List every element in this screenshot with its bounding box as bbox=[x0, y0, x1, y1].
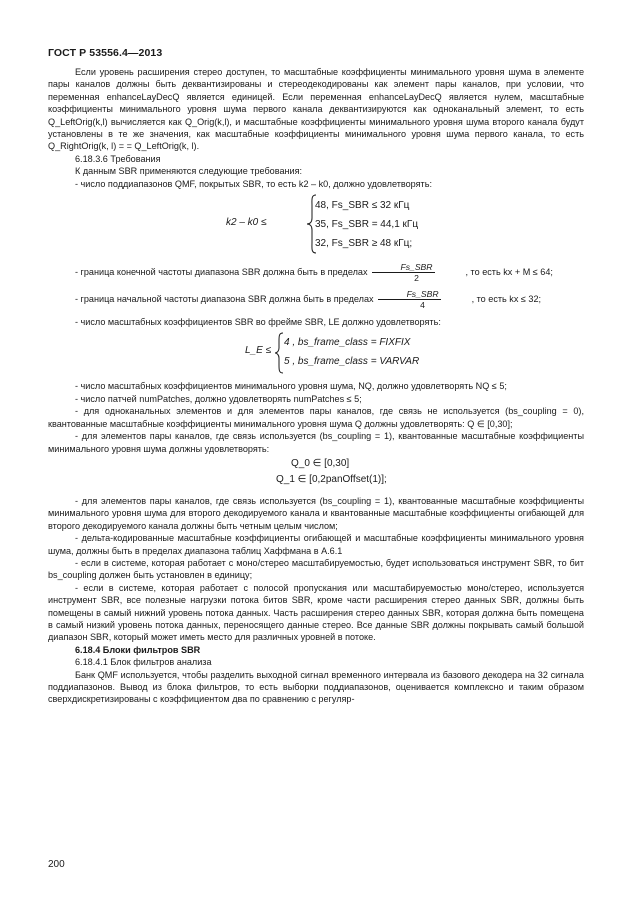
requirement-text: - граница начальной частоты диапазона SBR должна быть в пределах bbox=[75, 294, 374, 305]
requirement-coupling: - для элементов пары каналов, где связь используется (bs_coupling = 1), квантованные масштабные коэффициенты минимального уровня шума должны удовлетворять: bbox=[48, 431, 584, 454]
requirement-noise-count: - число масштабных коэффициентов минимального уровня шума, NQ, должно удовлетворять NQ ≤ 5; bbox=[75, 381, 507, 392]
formula-q0: Q_0 ∈ [0,30] bbox=[291, 457, 350, 469]
fraction-numerator: Fs_SBR bbox=[378, 289, 441, 300]
requirements-intro: К данным SBR применяются следующие требования: bbox=[75, 166, 303, 177]
page-header: ГОСТ Р 53556.4—2013 bbox=[48, 47, 163, 59]
document-body bbox=[48, 66, 584, 706]
requirement-scalefactors: - число масштабных коэффициентов SBR во фрейме SBR, LE должно удовлетворять: bbox=[75, 317, 441, 328]
formula-q1: Q_1 ∈ [0,2panOffset(1)]; bbox=[276, 473, 387, 485]
paragraph-text: Если уровень расширения стерео доступен, то масштабные коэффициенты минимального уровня шума в элементе пары каналов должны быть деквантизированы и стереодекодированы как элемент пары каналов, при условии, что переменная enhanceLayDecQ является единицей. Если переменная enhanceLayDecQ является нулем, масштабные коэффициенты минимального уровня шума первого канала деквантизируются как одноканальный элемент, то есть Q_LeftOrig(k,l) вычисляется как Q_Orig(k,l), и масштабные коэффициенты минимального уровня шума второго канала будут установлены в те же значения, как масштабные коэффициенты минимального уровня шума первого канала, то есть Q_RightOrig(k, l) = = Q_LeftOrig(k, l). bbox=[48, 67, 584, 152]
fraction-denominator: 4 bbox=[420, 300, 425, 311]
formula-q bbox=[48, 458, 584, 492]
page-number: 200 bbox=[48, 859, 65, 870]
fraction bbox=[378, 289, 441, 310]
case-row: 4 , bs_frame_class = FIXFIX bbox=[284, 337, 411, 349]
formula-le bbox=[48, 332, 584, 376]
case-row: 35, Fs_SBR = 44,1 кГц bbox=[315, 219, 419, 231]
paragraph-qmf-bank: Банк QMF используется, чтобы разделить выходной сигнал временного интервала из базового декодера на 32 сигнала поддиапазонов. Вывод из блока фильтров, то есть выборки поддиапазонов, оценивается комплексно и таким образом сверхдискретизированы с коэффициентом два по сравнению с регуляр- bbox=[48, 669, 584, 705]
case-row: 32, Fs_SBR ≥ 48 кГц; bbox=[315, 238, 413, 250]
requirement-text: , то есть kx ≤ 32; bbox=[471, 294, 542, 305]
section-requirements: 6.18.3.6 Требования bbox=[75, 153, 161, 164]
requirement-start-frequency bbox=[48, 289, 584, 310]
requirement-even-values: - для элементов пары каналов, где связь используется (bs_coupling = 1), квантованные масштабные коэффициенты минимального уровня шума для второго декодируемого канала и квантованные масштабные коэффициенты огибающей для второго декодируемого канала должны быть четным целым числом; bbox=[48, 495, 584, 531]
case-row: 48, Fs_SBR ≤ 32 кГц bbox=[315, 200, 410, 212]
requirement-mono-stereo: - если в системе, которая работает с моно/стерео масштабируемостью, будет использоваться инструмент SBR, то бит bs_coupling должен быть установлен в единицу; bbox=[48, 557, 584, 581]
section-filterbanks: 6.18.4 Блоки фильтров SBR bbox=[75, 644, 201, 655]
fraction-denominator: 2 bbox=[414, 273, 419, 284]
case-row: 5 , bs_frame_class = VARVAR bbox=[284, 356, 420, 368]
formula-cases bbox=[315, 196, 418, 253]
formula-lhs: k2 – k0 ≤ bbox=[226, 217, 267, 229]
requirement-patches: - число патчей numPatches, должно удовлетворять numPatches ≤ 5; bbox=[75, 393, 362, 404]
requirement-qmf-subbands: - число поддиапазонов QMF, покрытых SBR, то есть k2 – k0, должно удовлетворять: bbox=[75, 178, 432, 189]
formula-cases bbox=[284, 333, 419, 371]
formula-lhs: L_E ≤ bbox=[245, 345, 272, 357]
requirement-stop-frequency bbox=[48, 262, 584, 283]
subsection-analysis-filterbank: 6.18.4.1 Блок фильтров анализа bbox=[75, 657, 212, 668]
fraction bbox=[372, 262, 435, 283]
requirement-huffman: - дельта-кодированные масштабные коэффициенты огибающей и масштабные коэффициенты минимального уровня шума, должны быть в пределах диапазона таблиц Хаффмана в А.6.1 bbox=[48, 533, 584, 556]
paragraph-stereo-extension bbox=[48, 66, 584, 153]
requirement-text: - граница конечной частоты диапазона SBR должна быть в пределах bbox=[75, 267, 368, 278]
requirement-no-coupling: - для одноканальных элементов и для элементов пары каналов, где связь не используется (bs_coupling = 0), квантованные масштабные коэффициенты минимального уровня шума Q должны удовлетворять: Q ∈ [0,30]; bbox=[48, 406, 584, 429]
requirement-text: , то есть kx + M ≤ 64; bbox=[465, 267, 553, 278]
fraction-numerator: Fs_SBR bbox=[372, 262, 435, 273]
formula-k2-k0 bbox=[48, 194, 584, 256]
requirement-scalability: - если в системе, которая работает с полосой пропускания или масштабируемостью моно/стерео, используется инструмент SBR, все полезные нагрузки потока битов SBR, кроме части расширения стерео данных SBR, должны быть помещены в самый нижний уровень потока данных. Часть расширения стерео данных SBR, которая должна быть помещена в самый низкий уровень потока данных, переносящего данные стерео. Все данные SBR должны покрывать самый большой диапазон SBR, который может иметь место для различных уровней в потоке. bbox=[48, 582, 584, 643]
